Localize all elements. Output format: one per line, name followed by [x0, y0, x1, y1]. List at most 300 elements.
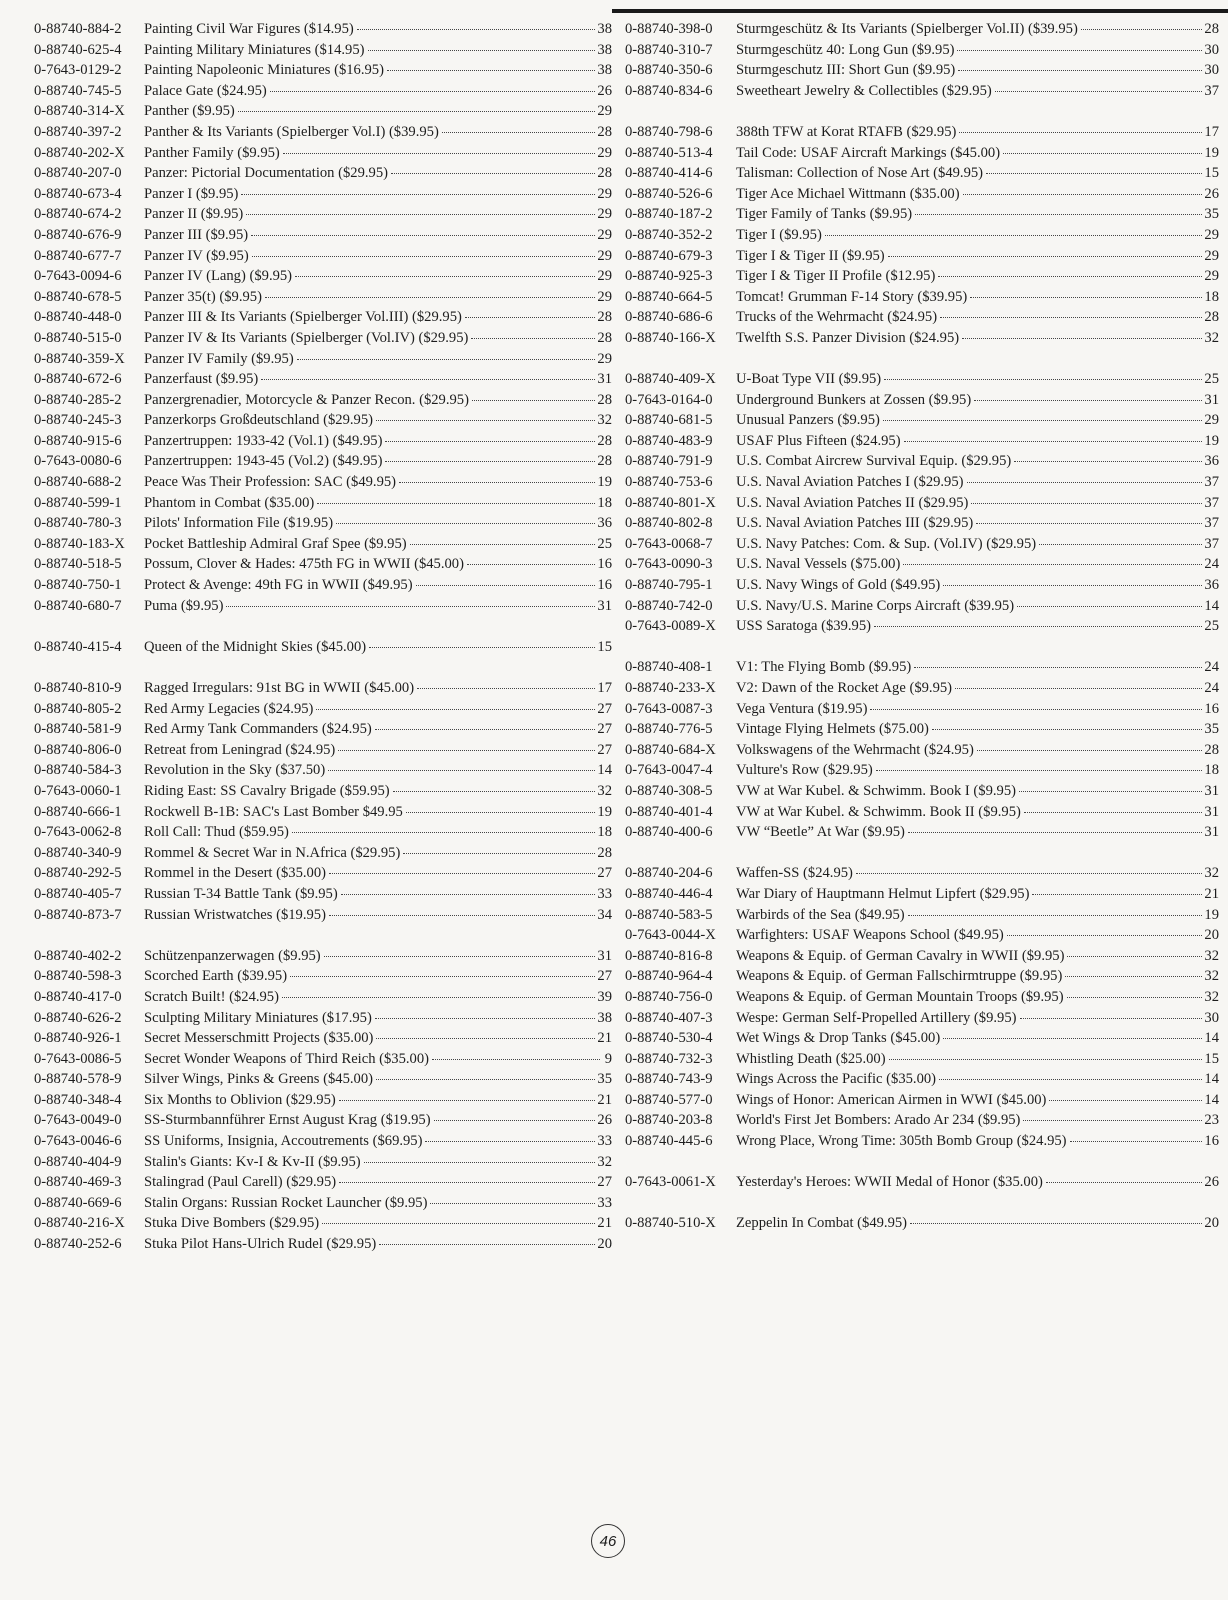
- catalog-entry: [625, 1049, 1219, 1070]
- dot-leader: [393, 791, 596, 792]
- entry-page: 19: [1204, 432, 1219, 449]
- entry-page: 14: [1204, 1030, 1219, 1047]
- page-number: 46: [599, 1532, 617, 1550]
- entry-title: Panzer III & Its Variants (Spielberger Vol.III) ($29.95): [144, 309, 462, 326]
- dot-leader: [226, 606, 595, 607]
- entry-page: 37: [1204, 474, 1219, 491]
- catalog-entry: [34, 287, 612, 308]
- catalog-entry: [34, 60, 612, 81]
- entry-title: Red Army Tank Commanders ($24.95): [144, 721, 372, 738]
- dot-leader: [1032, 894, 1202, 895]
- entry-title: Sweetheart Jewelry & Collectibles ($29.95): [736, 82, 992, 99]
- entry-title: Silver Wings, Pinks & Greens ($45.00): [144, 1071, 373, 1088]
- entry-page: 28: [597, 391, 612, 408]
- entry-title: SS-Sturmbannführer Ernst August Krag ($19.95): [144, 1112, 431, 1129]
- entry-title: Waffen-SS ($24.95): [736, 865, 853, 882]
- dot-leader: [1046, 1182, 1203, 1183]
- catalog-entry: [34, 81, 612, 102]
- dot-leader: [943, 585, 1202, 586]
- catalog-entry: [34, 390, 612, 411]
- catalog-entry: [34, 122, 612, 143]
- catalog-entry: [34, 760, 612, 781]
- entry-page: 29: [1204, 247, 1219, 264]
- dot-leader: [376, 1038, 595, 1039]
- entry-isbn: 0-88740-791-9: [625, 453, 713, 470]
- entry-title: World's First Jet Bombers: Arado Ar 234 ($9.95): [736, 1112, 1021, 1129]
- dot-leader: [910, 1223, 1202, 1224]
- catalog-entry: [34, 163, 612, 184]
- entry-isbn: 0-88740-398-0: [625, 21, 713, 37]
- catalog-entry: [625, 987, 1219, 1008]
- catalog-entry: [34, 1008, 612, 1029]
- entry-page: 35: [1204, 206, 1219, 223]
- catalog-group: [34, 19, 612, 616]
- entry-isbn: 0-88740-753-6: [625, 474, 713, 491]
- catalog-entry: [625, 596, 1219, 617]
- dot-leader: [904, 441, 1203, 442]
- catalog-group: [625, 19, 1219, 101]
- entry-isbn: 0-88740-873-7: [34, 906, 122, 923]
- entry-isbn: 0-88740-732-3: [625, 1050, 713, 1067]
- entry-title: Schützenpanzerwagen ($9.95): [144, 947, 321, 964]
- entry-title: Panzer 35(t) ($9.95): [144, 288, 262, 305]
- entry-isbn: 0-88740-780-3: [34, 515, 122, 532]
- dot-leader: [1039, 544, 1202, 545]
- catalog-entry: [34, 266, 612, 287]
- entry-page: 29: [597, 144, 612, 161]
- entry-title: Twelfth S.S. Panzer Division ($24.95): [736, 329, 960, 346]
- entry-isbn: 0-88740-252-6: [34, 1236, 122, 1253]
- dot-leader: [329, 915, 595, 916]
- entry-isbn: 0-88740-926-1: [34, 1030, 122, 1047]
- dot-leader: [369, 647, 595, 648]
- page-number-badge: [591, 1524, 625, 1558]
- catalog-entry: [34, 513, 612, 534]
- catalog-entry: [625, 534, 1219, 555]
- entry-page: 18: [597, 824, 612, 841]
- catalog-group: [625, 863, 1219, 1151]
- entry-page: 29: [597, 288, 612, 305]
- entry-isbn: 0-88740-510-X: [625, 1215, 716, 1232]
- entry-page: 14: [1204, 597, 1219, 614]
- catalog-entry: [34, 1172, 612, 1193]
- entry-title: Wet Wings & Drop Tanks ($45.00): [736, 1030, 941, 1047]
- entry-title: Secret Wonder Weapons of Third Reich ($35.00): [144, 1050, 429, 1067]
- catalog-entry: [625, 802, 1219, 823]
- entry-title: V1: The Flying Bomb ($9.95): [736, 659, 912, 676]
- dot-leader: [261, 379, 595, 380]
- entry-isbn: 0-88740-446-4: [625, 885, 713, 902]
- entry-page: 37: [1204, 82, 1219, 99]
- entry-title: Weapons & Equip. of German Fallschirmtruppe ($9.95): [736, 968, 1063, 985]
- entry-page: 26: [1204, 185, 1219, 202]
- entry-page: 32: [597, 782, 612, 799]
- entry-page: 14: [597, 762, 612, 779]
- catalog-entry: [625, 1213, 1219, 1234]
- entry-isbn: 0-88740-308-5: [625, 782, 713, 799]
- entry-page: 32: [1204, 329, 1219, 346]
- dot-leader: [399, 482, 595, 483]
- entry-isbn: 0-88740-233-X: [625, 680, 716, 696]
- entry-isbn: 0-88740-409-X: [625, 371, 716, 388]
- entry-isbn: 0-88740-795-1: [625, 577, 713, 594]
- entry-page: 28: [597, 309, 612, 326]
- dot-leader: [938, 276, 1202, 277]
- dot-leader: [341, 894, 596, 895]
- catalog-column-right: [625, 19, 1219, 1234]
- catalog-entry: [625, 657, 1219, 678]
- entry-page: 28: [597, 432, 612, 449]
- entry-page: 29: [1204, 268, 1219, 285]
- catalog-entry: [625, 1110, 1219, 1131]
- catalog-entry: [34, 1152, 612, 1173]
- entry-isbn: 0-7643-0129-2: [34, 62, 122, 79]
- dot-leader: [338, 750, 595, 751]
- dot-leader: [238, 111, 596, 112]
- entry-isbn: 0-88740-743-9: [625, 1071, 713, 1088]
- catalog-entry: [34, 1028, 612, 1049]
- dot-leader: [387, 70, 595, 71]
- entry-title: Tomcat! Grumman F-14 Story ($39.95): [736, 288, 968, 305]
- dot-leader: [246, 214, 595, 215]
- entry-isbn: 0-88740-915-6: [34, 432, 122, 449]
- dot-leader: [375, 1018, 596, 1019]
- entry-page: 16: [597, 556, 612, 573]
- entry-isbn: 0-88740-352-2: [625, 226, 713, 243]
- entry-title: Wings Across the Pacific ($35.00): [736, 1071, 937, 1088]
- dot-leader: [932, 729, 1203, 730]
- dot-leader: [914, 667, 1202, 668]
- entry-page: 32: [597, 1153, 612, 1170]
- dot-leader: [282, 997, 595, 998]
- entry-isbn: 0-88740-745-5: [34, 82, 122, 99]
- dot-leader: [410, 544, 596, 545]
- entry-page: 24: [1204, 659, 1219, 676]
- entry-title: Painting Napoleonic Miniatures ($16.95): [144, 62, 384, 79]
- entry-page: 35: [1204, 721, 1219, 738]
- dot-leader: [955, 688, 1202, 689]
- entry-title: Riding East: SS Cavalry Brigade ($59.95): [144, 782, 390, 799]
- catalog-entry: [625, 431, 1219, 452]
- entry-title: Weapons & Equip. of German Mountain Troops ($9.95): [736, 988, 1064, 1005]
- entry-isbn: 0-7643-0049-0: [34, 1112, 122, 1129]
- entry-isbn: 0-88740-526-6: [625, 185, 713, 202]
- entry-isbn: 0-88740-359-X: [34, 350, 125, 367]
- entry-page: 14: [1204, 1091, 1219, 1108]
- entry-isbn: 0-88740-625-4: [34, 41, 122, 58]
- entry-title: War Diary of Hauptmann Helmut Lipfert ($29.95): [736, 885, 1030, 902]
- entry-title: Red Army Legacies ($24.95): [144, 700, 314, 717]
- entry-isbn: 0-88740-674-2: [34, 206, 122, 223]
- entry-title: Panther Family ($9.95): [144, 144, 280, 161]
- catalog-column-left: [34, 19, 612, 1255]
- catalog-entry: [625, 616, 1219, 637]
- entry-isbn: 0-88740-677-7: [34, 247, 122, 264]
- dot-leader: [1017, 606, 1202, 607]
- catalog-entry: [34, 740, 612, 761]
- entry-title: Russian Wristwatches ($19.95): [144, 906, 326, 923]
- entry-isbn: 0-88740-183-X: [34, 535, 125, 552]
- entry-isbn: 0-88740-884-2: [34, 21, 122, 37]
- dot-leader: [385, 461, 595, 462]
- entry-isbn: 0-88740-577-0: [625, 1091, 713, 1108]
- entry-isbn: 0-7643-0060-1: [34, 782, 122, 799]
- dot-leader: [1023, 1120, 1202, 1121]
- catalog-entry: [34, 1193, 612, 1214]
- entry-title: U.S. Navy/U.S. Marine Corps Aircraft ($39.95): [736, 597, 1015, 614]
- dot-leader: [1081, 29, 1203, 30]
- dot-leader: [1049, 1100, 1202, 1101]
- entry-isbn: 0-88740-314-X: [34, 103, 125, 120]
- entry-page: 29: [597, 185, 612, 202]
- entry-title: Sturmgeschütz 40: Long Gun ($9.95): [736, 41, 955, 58]
- dot-leader: [874, 626, 1202, 627]
- dot-leader: [1024, 812, 1203, 813]
- catalog-entry: [625, 266, 1219, 287]
- entry-title: U.S. Naval Aviation Patches III ($29.95): [736, 515, 974, 532]
- entry-isbn: 0-7643-0046-6: [34, 1133, 122, 1150]
- entry-page: 33: [597, 1194, 612, 1211]
- top-rule: [612, 9, 1228, 13]
- entry-isbn: 0-88740-666-1: [34, 803, 122, 820]
- catalog-entry: [625, 966, 1219, 987]
- entry-title: Tiger I ($9.95): [736, 226, 822, 243]
- entry-page: 21: [597, 1215, 612, 1232]
- entry-page: 18: [1204, 762, 1219, 779]
- entry-title: Retreat from Leningrad ($24.95): [144, 741, 336, 758]
- catalog-entry: [34, 225, 612, 246]
- catalog-group: [625, 369, 1219, 637]
- entry-page: 36: [1204, 453, 1219, 470]
- dot-leader: [1067, 997, 1203, 998]
- entry-page: 18: [597, 494, 612, 511]
- entry-page: 14: [1204, 1071, 1219, 1088]
- dot-leader: [970, 297, 1202, 298]
- entry-title: Revolution in the Sky ($37.50): [144, 762, 326, 779]
- entry-isbn: 0-88740-404-9: [34, 1153, 122, 1170]
- catalog-entry: [625, 287, 1219, 308]
- dot-leader: [357, 29, 596, 30]
- entry-page: 37: [1204, 494, 1219, 511]
- catalog-entry: [625, 225, 1219, 246]
- entry-title: U-Boat Type VII ($9.95): [736, 371, 882, 388]
- entry-isbn: 0-88740-686-6: [625, 309, 713, 326]
- entry-isbn: 0-88740-292-5: [34, 865, 122, 882]
- catalog-entry: [34, 1069, 612, 1090]
- entry-title: Underground Bunkers at Zossen ($9.95): [736, 391, 972, 408]
- entry-title: Possum, Clover & Hades: 475th FG in WWII ($45.00): [144, 556, 464, 573]
- catalog-entry: [34, 719, 612, 740]
- entry-title: Warfighters: USAF Weapons School ($49.95): [736, 927, 1004, 944]
- entry-page: 28: [597, 453, 612, 470]
- entry-isbn: 0-88740-448-0: [34, 309, 122, 326]
- entry-page: 36: [1204, 577, 1219, 594]
- entry-isbn: 0-88740-583-5: [625, 906, 713, 923]
- entry-isbn: 0-88740-408-1: [625, 659, 713, 676]
- entry-page: 20: [1204, 927, 1219, 944]
- catalog-entry: [34, 101, 612, 122]
- catalog-entry: [625, 1069, 1219, 1090]
- entry-title: Panzer III ($9.95): [144, 226, 249, 243]
- dot-leader: [425, 1141, 595, 1142]
- entry-page: 28: [1204, 309, 1219, 326]
- dot-leader: [316, 709, 595, 710]
- entry-title: Stalin Organs: Russian Rocket Launcher ($9.95): [144, 1194, 428, 1211]
- dot-leader: [376, 1079, 595, 1080]
- catalog-entry: [625, 884, 1219, 905]
- entry-title: Wrong Place, Wrong Time: 305th Bomb Group ($24.95): [736, 1133, 1067, 1150]
- dot-leader: [883, 420, 1203, 421]
- entry-page: 27: [597, 1174, 612, 1191]
- dot-leader: [376, 420, 595, 421]
- catalog-entry: [625, 143, 1219, 164]
- entry-title: Queen of the Midnight Skies ($45.00): [144, 638, 367, 655]
- dot-leader: [959, 132, 1202, 133]
- entry-page: 28: [597, 844, 612, 861]
- entry-page: 26: [597, 82, 612, 99]
- catalog-entry: [34, 1131, 612, 1152]
- entry-title: Panzertruppen: 1943-45 (Vol.2) ($49.95): [144, 453, 383, 470]
- dot-leader: [889, 1059, 1203, 1060]
- dot-leader: [339, 1182, 595, 1183]
- entry-page: 16: [1204, 1133, 1219, 1150]
- entry-page: 31: [597, 597, 612, 614]
- catalog-entry: [625, 1090, 1219, 1111]
- catalog-entry: [625, 19, 1219, 40]
- entry-page: 27: [597, 865, 612, 882]
- entry-page: 30: [1204, 1009, 1219, 1026]
- dot-leader: [339, 1100, 596, 1101]
- entry-page: 32: [597, 412, 612, 429]
- dot-leader: [995, 91, 1203, 92]
- entry-isbn: 0-88740-964-4: [625, 968, 713, 985]
- entry-page: 21: [597, 1091, 612, 1108]
- entry-title: Sculpting Military Miniatures ($17.95): [144, 1009, 372, 1026]
- entry-page: 16: [597, 577, 612, 594]
- catalog-entry: [625, 1028, 1219, 1049]
- entry-isbn: 0-88740-445-6: [625, 1133, 713, 1150]
- entry-page: 27: [597, 721, 612, 738]
- entry-title: Pilots' Information File ($19.95): [144, 515, 334, 532]
- entry-title: Stuka Pilot Hans-Ulrich Rudel ($29.95): [144, 1236, 377, 1253]
- entry-isbn: 0-7643-0089-X: [625, 618, 716, 635]
- entry-page: 29: [1204, 412, 1219, 429]
- entry-isbn: 0-88740-469-3: [34, 1174, 122, 1191]
- entry-page: 31: [597, 371, 612, 388]
- entry-page: 27: [597, 968, 612, 985]
- dot-leader: [908, 832, 1203, 833]
- entry-title: Tiger I & Tiger II Profile ($12.95): [736, 268, 936, 285]
- entry-title: Vulture's Row ($29.95): [736, 762, 873, 779]
- dot-leader: [391, 173, 595, 174]
- entry-isbn: 0-88740-515-0: [34, 329, 122, 346]
- entry-title: VW “Beetle” At War ($9.95): [736, 824, 905, 841]
- catalog-entry: [625, 1008, 1219, 1029]
- entry-isbn: 0-88740-202-X: [34, 144, 125, 161]
- entry-page: 31: [1204, 391, 1219, 408]
- entry-page: 36: [597, 515, 612, 532]
- entry-title: Panzer I ($9.95): [144, 185, 239, 202]
- entry-page: 25: [1204, 371, 1219, 388]
- entry-page: 17: [1204, 123, 1219, 140]
- entry-isbn: 0-88740-664-5: [625, 288, 713, 305]
- catalog-entry: [34, 204, 612, 225]
- entry-title: Scratch Built! ($24.95): [144, 988, 279, 1005]
- catalog-entry: [34, 143, 612, 164]
- entry-isbn: 0-88740-679-3: [625, 247, 713, 264]
- catalog-entry: [625, 472, 1219, 493]
- dot-leader: [241, 194, 595, 195]
- entry-isbn: 0-88740-598-3: [34, 968, 122, 985]
- entry-isbn: 0-88740-684-X: [625, 741, 716, 758]
- catalog-entry: [34, 307, 612, 328]
- catalog-entry: [625, 40, 1219, 61]
- catalog-entry: [34, 19, 612, 40]
- entry-isbn: 0-88740-400-6: [625, 824, 713, 841]
- dot-leader: [317, 503, 595, 504]
- entry-page: 19: [1204, 144, 1219, 161]
- catalog-entry: [625, 740, 1219, 761]
- catalog-entry: [34, 410, 612, 431]
- dot-leader: [870, 709, 1202, 710]
- entry-title: Tiger Family of Tanks ($9.95): [736, 206, 913, 223]
- entry-page: 26: [597, 1112, 612, 1129]
- catalog-entry: [34, 451, 612, 472]
- entry-title: Sturmgeschütz & Its Variants (Spielberger Vol.II) ($39.95): [736, 21, 1078, 37]
- catalog-entry: [625, 1131, 1219, 1152]
- entry-page: 29: [597, 103, 612, 120]
- entry-page: 32: [1204, 947, 1219, 964]
- entry-title: Unusual Panzers ($9.95): [736, 412, 880, 429]
- entry-page: 28: [1204, 21, 1219, 37]
- entry-isbn: 0-88740-750-1: [34, 577, 122, 594]
- catalog-entry: [34, 678, 612, 699]
- entry-title: Trucks of the Wehrmacht ($24.95): [736, 309, 938, 326]
- entry-title: Rommel & Secret War in N.Africa ($29.95): [144, 844, 401, 861]
- entry-page: 31: [1204, 803, 1219, 820]
- entry-title: Tiger Ace Michael Wittmann ($35.00): [736, 185, 960, 202]
- entry-title: VW at War Kubel. & Schwimm. Book II ($9.95): [736, 803, 1021, 820]
- entry-isbn: 0-7643-0061-X: [625, 1174, 716, 1191]
- dot-leader: [270, 91, 596, 92]
- catalog-entry: [625, 513, 1219, 534]
- entry-title: USS Saratoga ($39.95): [736, 618, 871, 635]
- catalog-entry: [34, 1049, 612, 1070]
- entry-isbn: 0-7643-0044-X: [625, 927, 716, 944]
- catalog-entry: [34, 575, 612, 596]
- entry-isbn: 0-88740-402-2: [34, 947, 122, 964]
- entry-isbn: 0-7643-0164-0: [625, 391, 713, 408]
- entry-page: 25: [597, 535, 612, 552]
- entry-title: Painting Civil War Figures ($14.95): [144, 21, 354, 37]
- catalog-group: [34, 678, 612, 925]
- entry-title: Painting Military Miniatures ($14.95): [144, 41, 365, 58]
- catalog-entry: [625, 719, 1219, 740]
- dot-leader: [467, 564, 595, 565]
- catalog-entry: [34, 493, 612, 514]
- entry-isbn: 0-88740-204-6: [625, 865, 713, 882]
- entry-page: 37: [1204, 515, 1219, 532]
- entry-page: 33: [597, 1133, 612, 1150]
- entry-isbn: 0-88740-756-0: [625, 988, 713, 1005]
- entry-title: Ragged Irregulars: 91st BG in WWII ($45.00): [144, 680, 415, 696]
- catalog-entry: [34, 905, 612, 926]
- entry-title: Tiger I & Tiger II ($9.95): [736, 247, 885, 264]
- dot-leader: [1003, 153, 1202, 154]
- entry-title: Panther & Its Variants (Spielberger Vol.I) ($39.95): [144, 123, 439, 140]
- catalog-entry: [625, 678, 1219, 699]
- catalog-entry: [34, 431, 612, 452]
